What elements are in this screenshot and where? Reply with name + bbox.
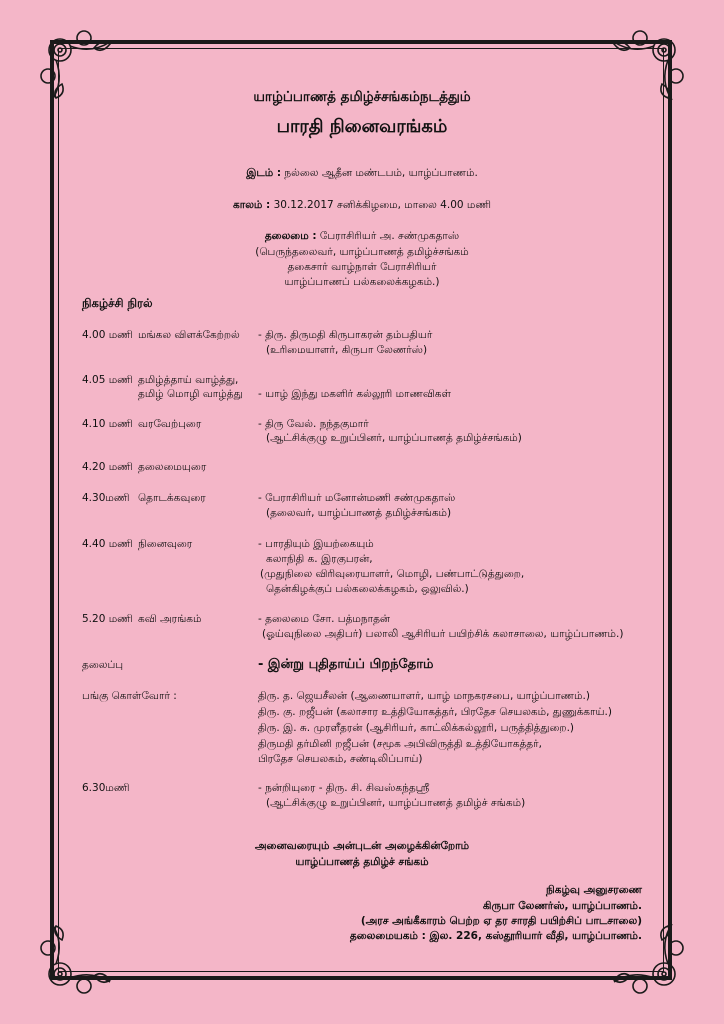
sponsor-address: தலைமையகம் : இல. 226, கஸ்தூரியார் வீதி, யாழ்ப்பாணம். (349, 930, 642, 942)
closing-item: - நன்றியுரை - திரு. சி. சிவஸ்கந்தஸ்ரீ (258, 782, 430, 794)
sponsor-name: கிருபா லேணர்ஸ், யாழ்ப்பாணம். (482, 900, 642, 912)
chair-role: தகைசார் வாழ்நாள் பேராசிரியர் (287, 261, 437, 273)
item-note: (ஆட்சிக்குழு உறுப்பினர், யாழ்ப்பாணத் தமிழ்ச்சங்கம்) (266, 432, 522, 444)
time-value: 30.12.2017 சனிக்கிழமை, மாலை 4.00 மணி (273, 199, 491, 211)
theme-label: தலைப்பு (82, 659, 124, 671)
item-title: கவி அரங்கம் (138, 613, 202, 625)
chair-value: பேராசிரியர் அ. சண்முகதாஸ் (319, 230, 460, 242)
participant: திரு. கு. றஜீபன் (கலாசார உத்தியோகத்தர், பிரதேச செயலகம், துணுக்காய்.) (258, 706, 612, 718)
item-note: (ஓய்வுநிலை அதிபர்) பலாலி ஆசிரியர் பயிற்சிக் கலாசாலை, யாழ்ப்பாணம்.) (262, 628, 624, 640)
item-presenter: - தலைமை சோ. பத்மநாதன் (258, 613, 391, 625)
participants-label: பங்கு கொள்வோர் : (82, 690, 177, 702)
participant: திருமதி தர்மினி றஜீபன் (சமூக அபிவிருத்தி உத்தியோகத்தர், (258, 738, 542, 750)
item-title: தொடக்கவுரை (138, 492, 206, 504)
item-title: தலைமையுரை (138, 461, 207, 473)
sponsor-description: (அரச அங்கீகாரம் பெற்ற ஏ தர சாரதி பயிற்சிப் பாடசாலை) (360, 915, 642, 927)
item-time: 4.20 மணி (82, 461, 133, 473)
item-presenter: - திரு வேல். நந்தகுமார் (258, 418, 369, 430)
item-presenter: - திரு. திருமதி கிருபாகரன் தம்பதியர் (258, 329, 433, 341)
participant: திரு. த. ஜெயசீலன் (ஆணையாளர், யாழ் மாநகரசபை, யாழ்ப்பாணம்.) (258, 690, 590, 702)
item-note: (முதுநிலை விரிவுரையாளர், மொழி, பண்பாட்டுத்துறை, (260, 568, 525, 580)
item-note: (தலைவர், யாழ்ப்பாணத் தமிழ்ச்சங்கம்) (266, 507, 452, 519)
item-note: கலாநிதி க. இரகுபரன், (266, 553, 373, 565)
item-presenter: - யாழ் இந்து மகளிர் கல்லூரி மாணவிகள் (258, 388, 451, 400)
venue-line (0, 166, 724, 180)
item-presenter: - பேராசிரியர் மனோன்மணி சண்முகதாஸ் (258, 492, 456, 504)
participant: திரு. இ. சு. முரளீதரன் (ஆசிரியர், காட்லிக்கல்லூரி, பருத்தித்துறை.) (258, 722, 575, 734)
sponsor-heading: நிகழ்வு அனுசரணை (546, 884, 642, 896)
item-time: 4.40 மணி (82, 538, 133, 550)
item-title: தமிழ்த்தாய் வாழ்த்து, (138, 374, 239, 386)
chair-label: தலைமை : (264, 230, 317, 242)
closing-time: 6.30மணி (82, 782, 130, 794)
event-title: பாரதி நினைவரங்கம் (276, 116, 448, 137)
item-time: 5.20 மணி (82, 613, 133, 625)
invitation-line: அனைவரையும் அன்புடன் அழைக்கின்றோம் (254, 840, 470, 852)
time-line (0, 198, 724, 212)
item-time: 4.10 மணி (82, 418, 133, 430)
item-time: 4.05 மணி (82, 374, 133, 386)
closing-note: (ஆட்சிக்குழு உறுப்பினர், யாழ்ப்பாணத் தமிழ்ச் சங்கம்) (266, 797, 526, 809)
theme-title: - இன்று புதிதாய்ப் பிறந்தோம் (258, 657, 434, 672)
organizer-line: யாழ்ப்பாணத் தமிழ்ச்சங்கம்நடத்தும் (253, 89, 471, 105)
item-note: (உரிமையாளர், கிருபா லேணர்ஸ்) (266, 344, 428, 356)
item-title: தமிழ் மொழி வாழ்த்து (138, 388, 243, 400)
venue-label: இடம் : (246, 167, 282, 179)
item-time: 4.00 மணி (82, 329, 133, 341)
item-note: தென்கிழக்குப் பல்கலைக்கழகம், ஒலுவில்.) (266, 583, 469, 595)
chair-role: யாழ்ப்பாணப் பல்கலைக்கழகம்.) (284, 276, 440, 288)
chair-line (0, 229, 724, 243)
participant: பிரதேச செயலகம், சண்டிலிப்பாய்) (258, 753, 423, 765)
invitation-signature: யாழ்ப்பாணத் தமிழ்ச் சங்கம் (295, 856, 429, 868)
item-time: 4.30மணி (82, 492, 130, 504)
programme-heading: நிகழ்ச்சி நிரல் (82, 296, 153, 310)
time-label: காலம் : (233, 199, 271, 211)
venue-value: நல்லை ஆதீன மண்டபம், யாழ்ப்பாணம். (284, 167, 478, 179)
item-presenter: - பாரதியும் இயற்கையும் (258, 538, 374, 550)
rose-corner-icon (36, 920, 116, 1000)
chair-role: (பெருந்தலைவர், யாழ்ப்பாணத் தமிழ்ச்சங்கம் (255, 246, 469, 258)
item-title: நினைவுரை (138, 538, 193, 550)
item-title: மங்கல விளக்கேற்றல் (138, 329, 240, 341)
item-title: வரவேற்புரை (138, 418, 202, 430)
